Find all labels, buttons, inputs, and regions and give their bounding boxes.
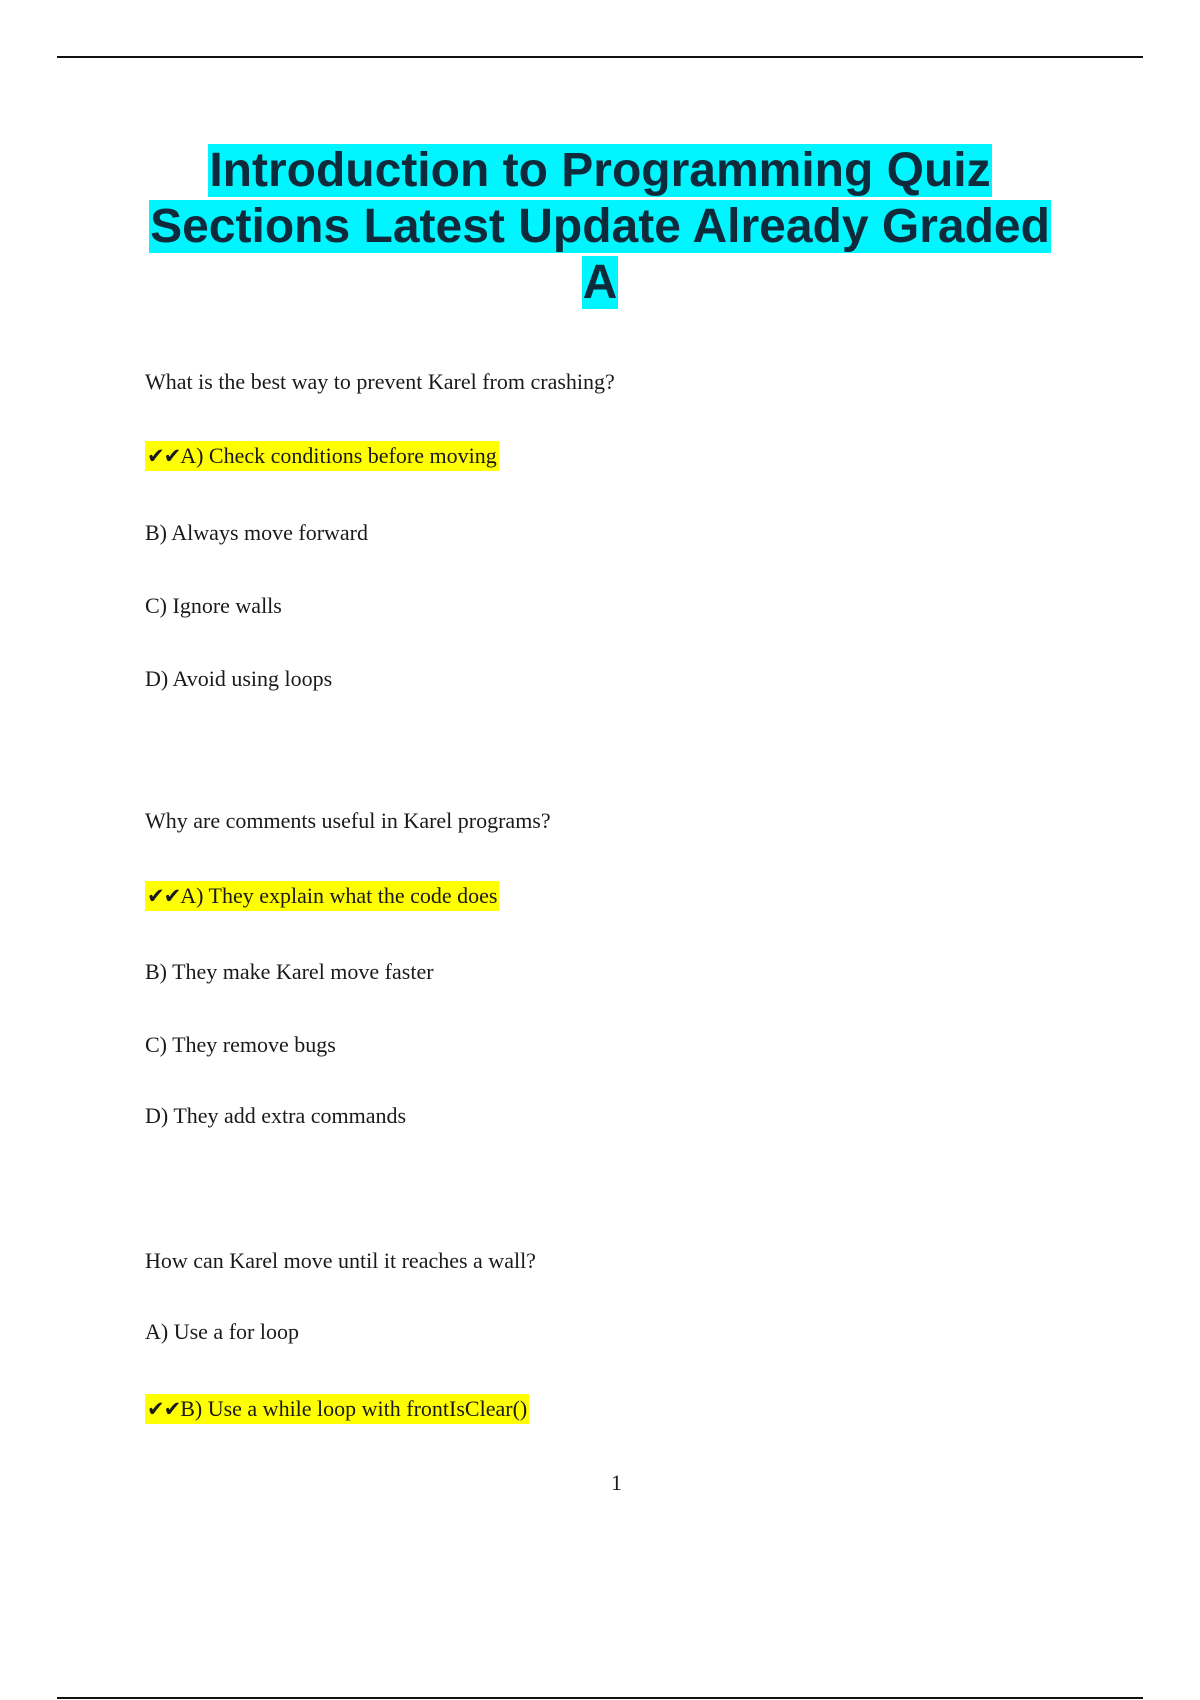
question-2-option-c: C) They remove bugs <box>145 1032 336 1057</box>
footer-rule <box>57 1697 1143 1699</box>
question-2-text: Why are comments useful in Karel programs? <box>145 808 551 833</box>
question-1-option-b: B) Always move forward <box>145 520 369 545</box>
page-number: 1 <box>611 1470 622 1495</box>
question-1-option-a <box>145 441 499 471</box>
check-icon: ✔✔ <box>147 884 181 908</box>
question-2-option-d: D) They add extra commands <box>145 1103 407 1128</box>
check-icon: ✔✔ <box>147 444 181 468</box>
correct-answer-highlight: ✔✔A) Check conditions before moving <box>145 441 499 471</box>
title-line: Introduction to Programming Quiz <box>209 144 991 197</box>
title-line: Sections Latest Update Already Graded <box>150 200 1050 253</box>
header-rule <box>57 56 1143 58</box>
question-1-text: What is the best way to prevent Karel from crashing? <box>145 369 615 394</box>
question-2-option-a <box>145 881 499 911</box>
question-3-option-a: A) Use a for loop <box>145 1319 299 1344</box>
question-3-option-b <box>145 1394 529 1424</box>
correct-answer-highlight: ✔✔B) Use a while loop with frontIsClear() <box>145 1394 529 1424</box>
check-icon: ✔✔ <box>147 1397 181 1421</box>
question-1-option-c: C) Ignore walls <box>145 593 282 618</box>
question-3-text: How can Karel move until it reaches a wall? <box>145 1248 536 1273</box>
question-2-option-b: B) They make Karel move faster <box>145 959 434 984</box>
page-title <box>0 143 1200 311</box>
question-1-option-d: D) Avoid using loops <box>145 666 333 691</box>
title-line: A <box>582 256 618 309</box>
correct-answer-highlight: ✔✔A) They explain what the code does <box>145 881 499 911</box>
